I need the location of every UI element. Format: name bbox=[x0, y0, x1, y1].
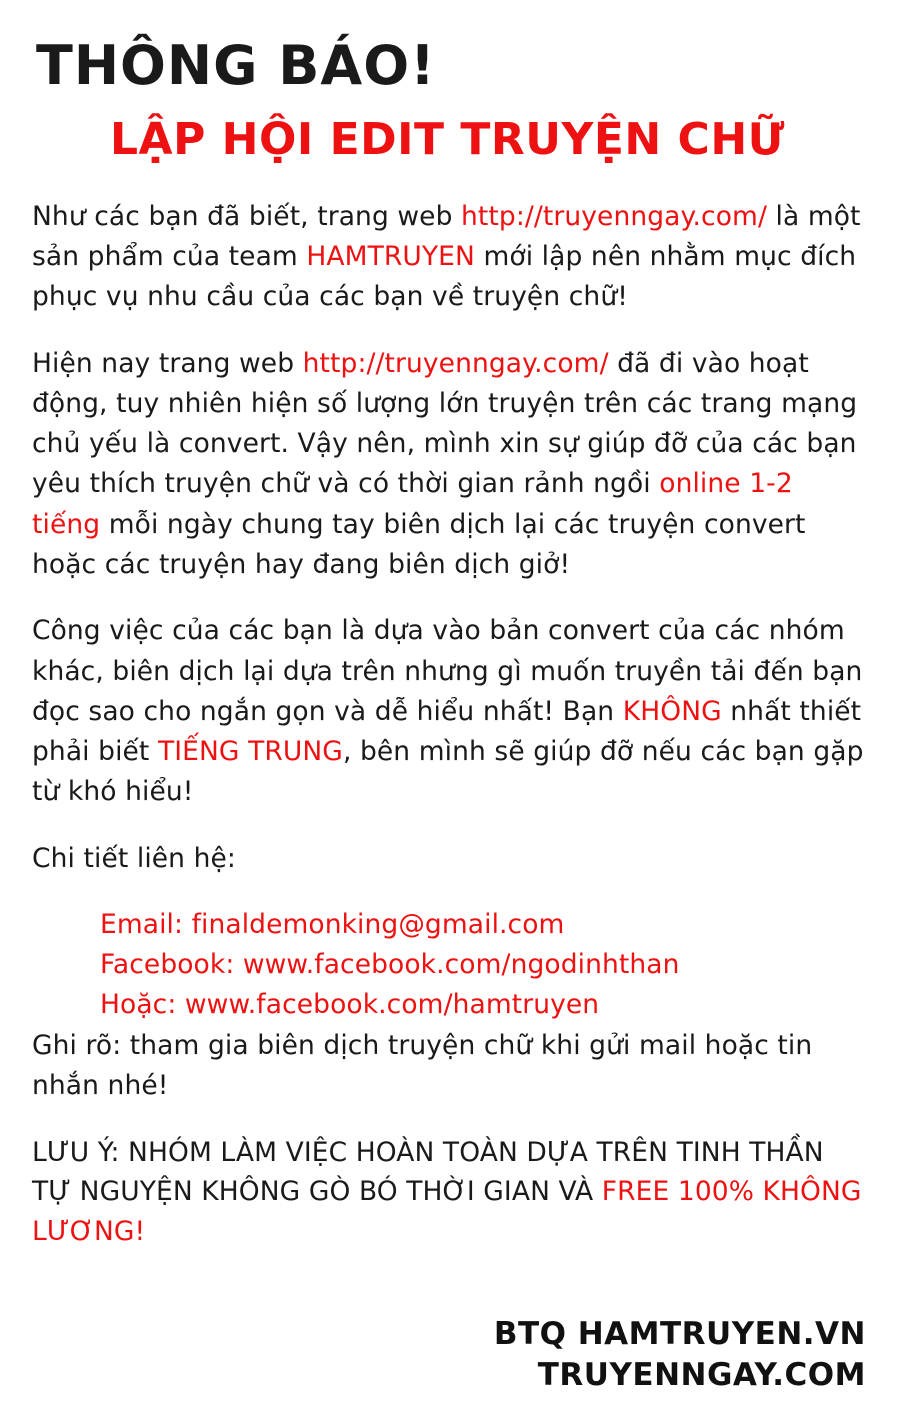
footer bbox=[494, 1314, 866, 1396]
website-link-1[interactable]: http://truyenngay.com/ bbox=[461, 200, 767, 232]
page-subtitle: LẬP HỘI EDIT TRUYỆN CHỮ bbox=[110, 113, 785, 165]
khong-highlight: KHÔNG bbox=[622, 695, 722, 727]
notice-text: LƯU Ý: NHÓM LÀM VIỆC HOÀN TOÀN DỰA TRÊN TINH THẦN TỰ NGUYỆN KHÔNG GÒ BÓ THỜI GIAN VÀ bbox=[32, 1136, 824, 1208]
free-highlight: FREE 100% KHÔNG LƯƠNG! bbox=[32, 1176, 862, 1248]
page-title: THÔNG BÁO! bbox=[36, 34, 436, 97]
paragraph-3-text-1: Công việc của các bạn là dựa vào bản convert của các nhóm khác, biên dịch lại dựa trên nhưng gì muốn truyền tải đến bạn đọc sao cho ngắn gọn và dễ hiểu nhất! Bạn bbox=[32, 615, 863, 727]
notice-paragraph bbox=[32, 1133, 868, 1252]
paragraph-3-text-2: nhất thiết phải biết bbox=[32, 695, 862, 768]
footer-line-1: BTQ HAMTRUYEN.VN bbox=[493, 1316, 866, 1353]
contact-email[interactable]: Email: finaldemonking@gmail.com bbox=[100, 908, 565, 940]
contact-note: Ghi rõ: tham gia biên dịch truyện chữ khi gửi mail hoặc tin nhắn nhé! bbox=[32, 1029, 813, 1101]
paragraph-2 bbox=[32, 344, 868, 586]
online-time-highlight: online 1-2 tiếng bbox=[32, 468, 793, 540]
paragraph-1 bbox=[32, 197, 868, 318]
paragraph-2-text-3: mỗi ngày chung tay biên dịch lại các truyện convert hoặc các truyện hay đang biên dịch giở! bbox=[32, 508, 806, 580]
website-link-2[interactable]: http://truyenngay.com/ bbox=[302, 347, 609, 379]
paragraph-1-text-2: là một sản phẩm của team bbox=[32, 200, 861, 273]
contact-facebook-alt[interactable]: Hoặc: www.facebook.com/hamtruyen bbox=[100, 989, 600, 1021]
announcement-body bbox=[32, 197, 868, 1252]
contact-facebook[interactable]: Facebook: www.facebook.com/ngodinhthan bbox=[100, 949, 680, 981]
paragraph-1-text-3: mới lập nên nhằm mục đích phục vụ nhu cầu của các bạn về truyện chữ! bbox=[32, 241, 857, 313]
paragraph-1-text-1: Như các bạn đã biết, trang web bbox=[32, 200, 462, 232]
footer-line-2: TRUYENNGAY.COM bbox=[537, 1357, 866, 1394]
tieng-trung-highlight: TIẾNG TRUNG bbox=[157, 736, 343, 768]
contact-heading: Chi tiết liên hệ: bbox=[32, 842, 236, 874]
paragraph-3-text-3: , bên mình sẽ giúp đỡ nếu các bạn gặp từ khó hiểu! bbox=[32, 736, 864, 808]
contact-section bbox=[32, 839, 868, 879]
paragraph-2-text-2: đã đi vào hoạt động, tuy nhiên hiện số lượng lớn truyện trên các trang mạng chủ yếu là convert. Vậy nên, mình xin sự giúp đỡ của các bạn yêu thích truyện chữ và có thời gian rảnh ngồi bbox=[32, 347, 858, 500]
contact-list bbox=[32, 905, 868, 1026]
paragraph-3 bbox=[32, 611, 868, 812]
paragraph-2-text-1: Hiện nay trang web bbox=[32, 347, 303, 379]
team-name-highlight: HAMTRUYEN bbox=[306, 241, 475, 273]
